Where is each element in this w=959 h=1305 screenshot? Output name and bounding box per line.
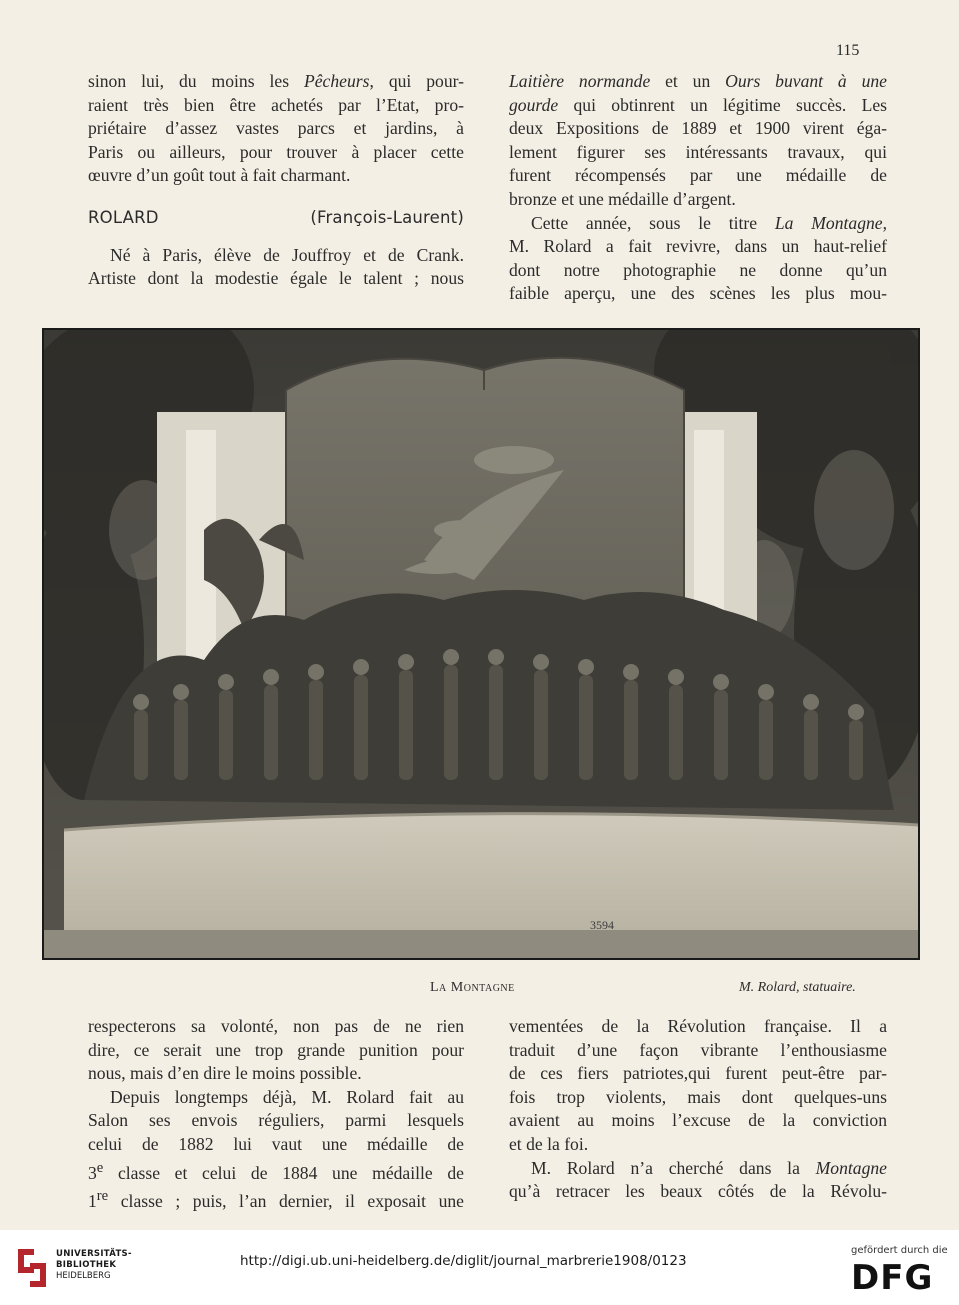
- haut-relief-illustration: [44, 330, 918, 958]
- text-line: Cette année, sous le titre La Montagne,: [531, 212, 887, 233]
- text-line: traduit d’une façon vibrante l’enthousiasme: [509, 1039, 887, 1060]
- section-heading: ROLARD (François-Laurent): [88, 207, 464, 227]
- left-column-top: [88, 70, 464, 291]
- text-line: furent récompensés par une médaille de: [509, 165, 887, 186]
- text-line: dire, ce serait une trop grande punition pour: [88, 1039, 464, 1060]
- page-number: 115: [836, 42, 860, 59]
- text-line: avaient au moins l’excuse de la conviction: [509, 1110, 887, 1131]
- text-line: fois trop violents, mais dont quelques-uns: [509, 1086, 887, 1107]
- text-line: Paris ou ailleurs, pour trouver à placer cette: [88, 141, 464, 162]
- text-line: Depuis longtemps déjà, M. Rolard fait au: [110, 1086, 464, 1107]
- library-name-line: HEIDELBERG: [56, 1271, 111, 1281]
- text-line: respecterons sa volonté, non pas de ne rien: [88, 1016, 464, 1036]
- right-column-bottom: [509, 1015, 887, 1204]
- text-line: Salon ses envois réguliers, parmi lesquels: [88, 1110, 464, 1131]
- text-line: sinon lui, du moins les Pêcheurs, qui pour-: [88, 71, 465, 91]
- text-line: Laitière normande et un Ours buvant à une: [509, 71, 887, 91]
- text-line: et de la foi.: [509, 1133, 589, 1154]
- text-line: M. Rolard a fait revivre, dans un haut-relief: [509, 236, 887, 257]
- dfg-logo: DFG: [851, 1258, 934, 1298]
- text-line: vementées de la Révolution française. Il a: [509, 1016, 887, 1036]
- text-line: nous, mais d’en dire le moins possible.: [88, 1063, 362, 1084]
- figure-caption-credit: M. Rolard, statuaire.: [739, 980, 856, 995]
- text-line: Né à Paris, élève de Jouffroy et de Crank.: [110, 244, 464, 265]
- text-line: qu’à retracer les beaux côtés de la Révolu-: [509, 1181, 887, 1202]
- text-line: raient très bien être achetés par l’Etat, pro-: [88, 94, 464, 115]
- text-line: Artiste dont la modestie égale le talent ; nous: [88, 268, 464, 289]
- text-line: de ces fiers patriotes,qui furent peut-être par-: [509, 1063, 887, 1084]
- text-line: lement figurer ses intéressants travaux, qui: [509, 141, 887, 162]
- funding-label: gefördert durch die: [851, 1245, 948, 1256]
- figure-caption-title: La Montagne: [430, 980, 515, 995]
- university-library-name: [56, 1249, 132, 1282]
- text-line: bronze et une médaille d’argent.: [509, 188, 736, 209]
- text-line: gourde qui obtinrent un légitime succès. Les: [509, 94, 887, 115]
- text-line: priétaire d’assez vastes parcs et jardins, à: [88, 118, 464, 139]
- text-line: deux Expositions de 1889 et 1900 virent éga-: [509, 118, 887, 139]
- library-name-line: BIBLIOTHEK: [56, 1260, 117, 1270]
- sculpture-photograph: [42, 328, 920, 960]
- text-line: faible aperçu, une des scènes les plus mou-: [509, 283, 887, 304]
- text-line: 1re classe ; puis, l’an dernier, il exposait une: [88, 1188, 464, 1211]
- text-line: celui de 1882 lui vaut une médaille de: [88, 1133, 464, 1154]
- permalink-url[interactable]: http://digi.ub.uni-heidelberg.de/diglit/journal_marbrerie1908/0123: [240, 1253, 687, 1269]
- text-line: dont notre photographie ne donne qu’un: [509, 259, 887, 280]
- text-line: M. Rolard n’a cherché dans la Montagne: [531, 1157, 887, 1178]
- left-column-bottom: [88, 1015, 464, 1213]
- text-line: œuvre d’un goût tout à fait charmant.: [88, 165, 351, 186]
- right-column-top: [509, 70, 887, 306]
- plate-number: 3594: [590, 918, 614, 932]
- text-line: 3e classe et celui de 1884 une médaille de: [88, 1159, 464, 1183]
- university-library-logo-icon: [12, 1245, 52, 1290]
- library-name-line: UNIVERSITÄTS-: [56, 1249, 132, 1259]
